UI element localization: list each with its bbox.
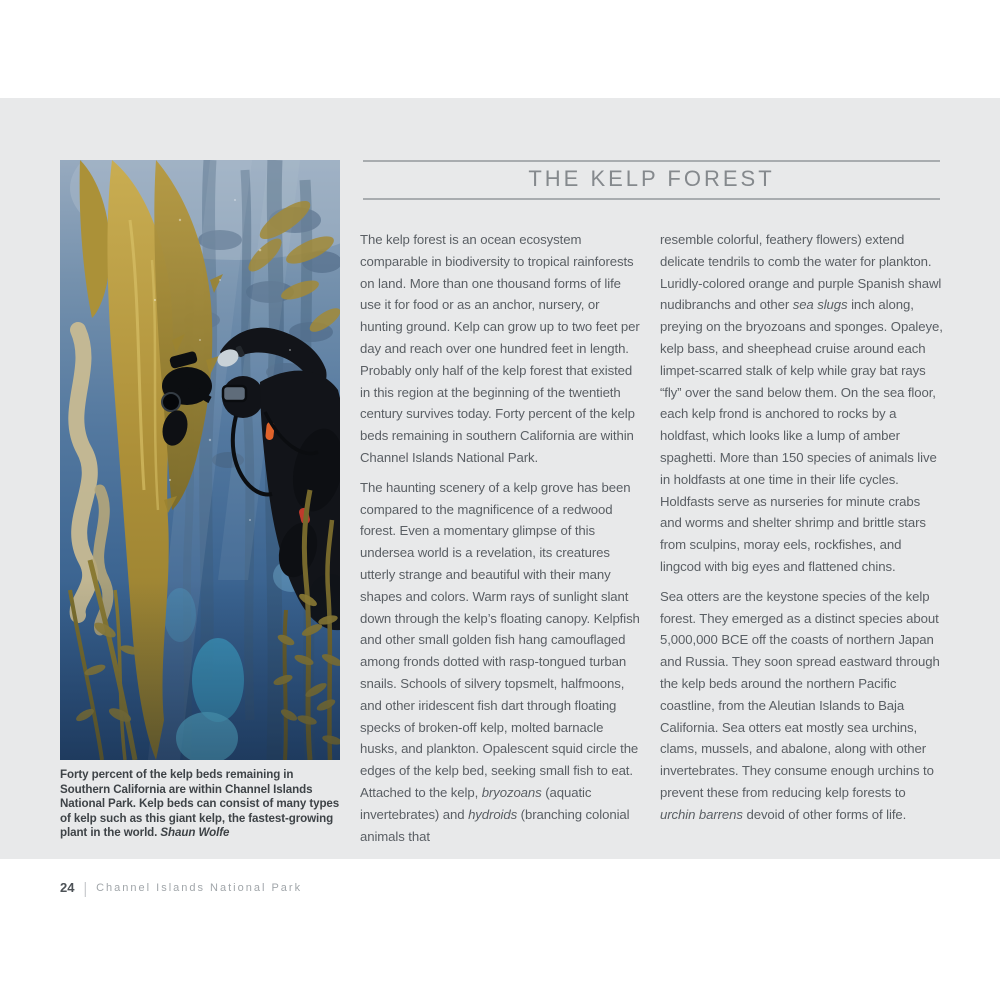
text-column-left: [360, 229, 644, 855]
dive-mask: [223, 386, 246, 401]
chapter-title: THE KELP FOREST: [528, 166, 775, 191]
depth-shade: [60, 580, 340, 760]
text-column-right: [660, 229, 944, 834]
page-footer: [60, 879, 302, 896]
kelp-forest-diver-photo: [60, 160, 340, 760]
body-paragraph: The haunting scenery of a kelp grove has been compared to the magnificence of a redwood forest. Even a momentary glimpse of this undersea world is a revelation, its creatures utterly strange and beautiful with their many shapes and colors. Warm rays of sunlight slant down through the kelp’s floating canopy. Kelpfish and other small golden fish hang camouflaged among fronds dotted with rasp-tongued turban snails. Schools of silvery topsmelt, halfmoons, and other iridescent fish dart through floating specks of broken-off kelp, molted barnacle husks, and plankton. Opalescent squid circle the edges of the kelp bed, seeking small fish to eat. Attached to the kelp, bryozoans (aquatic invertebrates) and hydroids (branching colonial animals that: [360, 479, 640, 844]
body-paragraph: resemble colorful, feathery flowers) extend delicate tendrils to comb the water for plankton. Luridly-colored orange and purple Spanish shawl nudibranchs and other sea slugs inch along, preying on the bryozoans and sponges. Opaleye, kelp bass, and sheephead cruise around each limpet-scarred stalk of kelp while gray bat rays “fly” over the sand below them. On the sea floor, each kelp frond is anchored to rocks by a holdfast, which looks like a lump of amber spaghetti. More than 150 species of animals live in holdfasts at one time in their life cycles. Holdfasts serve as nurseries for minute crabs and worms and shelter shrimp and brittle stars from sculpins, moray eels, rockfishes, and lingcod with big eyes and flattened chins.: [660, 232, 943, 574]
photo-caption: Forty percent of the kelp beds remaining in Southern California are within Channel Islands National Park. Kelp beds can consist of many types of kelp such as this giant kelp, the fastest-growing plant in the world. Shaun Wolfe: [60, 768, 340, 840]
page-number: 24: [60, 880, 75, 895]
kelp-photo-figure: [60, 160, 340, 760]
footer-separator: |: [83, 878, 88, 897]
body-paragraph: The kelp forest is an ocean ecosystem comparable in biodiversity to tropical rainforests on land. More than one thousand forms of life use it for food or as an anchor, nursery, or hunting ground. Kelp can grow up to two feet per day and reach over one hundred feet in length. Probably only half of the kelp forest that existed in this region at the beginning of the twentieth century survives today. Forty percent of the kelp beds remaining in southern California are within Channel Islands National Park.: [360, 232, 640, 465]
title-rule-top: [363, 160, 940, 162]
body-paragraph: Sea otters are the keystone species of the kelp forest. They emerged as a distinct species about 5,000,000 BCE off the coasts of northern Japan and Russia. They soon spread eastward through the kelp beds around the northern Pacific coastline, from the Aleutian Islands to Baja California. Sea otters eat mostly sea urchins, clams, mussels, and abalone, along with other invertebrates. They consume enough urchins to prevent these from reducing kelp forests to urchin barrens devoid of other forms of life.: [660, 588, 940, 822]
title-rule-bottom: [363, 198, 940, 200]
book-title: Channel Islands National Park: [96, 881, 303, 894]
